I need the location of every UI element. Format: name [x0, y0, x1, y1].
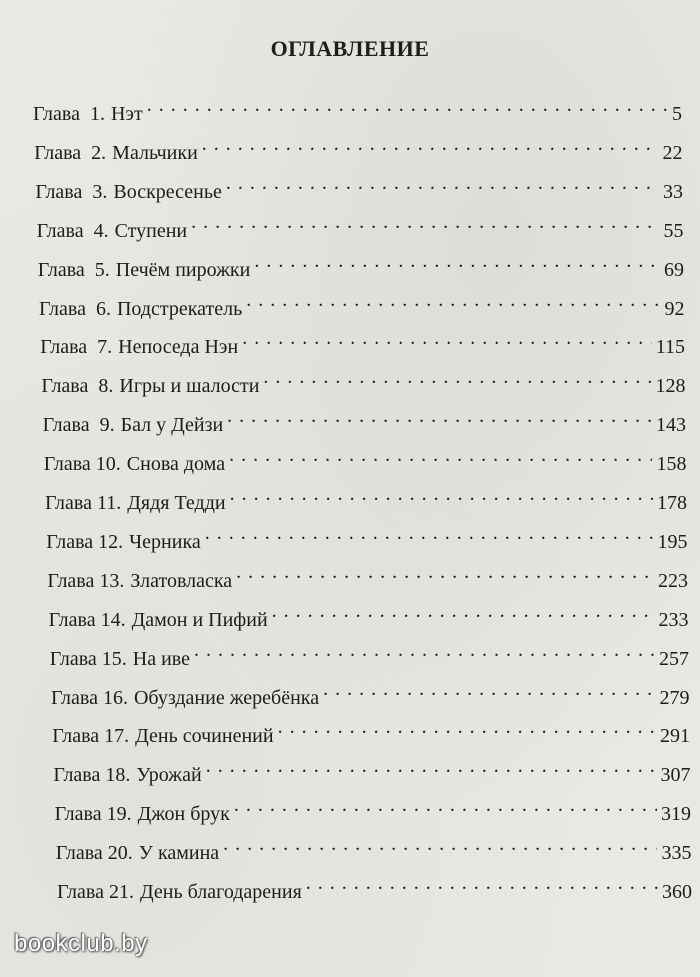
- toc-entry: [52, 712, 690, 748]
- toc-leader-dots: [242, 323, 652, 353]
- toc-chapter-title: Воскресенье: [113, 180, 222, 203]
- toc-leader-dots: [191, 207, 659, 237]
- toc-leader-dots: [223, 829, 657, 859]
- toc-leader-dots: [272, 596, 655, 626]
- toc-leader-dots: [278, 712, 656, 742]
- toc-entry: [54, 790, 691, 826]
- toc-chapter-number: Глава 21.: [57, 881, 134, 903]
- toc-chapter-title: У камина: [138, 842, 220, 865]
- toc-page-number: 143: [655, 414, 686, 437]
- toc-entry: [55, 829, 692, 865]
- toc-entry: [49, 635, 689, 670]
- toc-page-number: 69: [663, 258, 684, 281]
- toc-chapter-number: Глава 17.: [52, 725, 130, 748]
- toc-entry: [42, 401, 686, 437]
- toc-chapter-title: День сочинений: [135, 725, 274, 748]
- toc-chapter-number: Глава 15.: [49, 647, 127, 670]
- toc-entry: [53, 751, 691, 787]
- toc-page-number: 178: [657, 492, 687, 514]
- toc-chapter-number: Глава 14.: [48, 608, 126, 631]
- toc-chapter-title: Непоседа Нэн: [118, 336, 239, 359]
- toc-page-number: 223: [657, 569, 688, 592]
- toc-page-number: 115: [655, 336, 685, 359]
- toc-page-number: 307: [660, 764, 691, 787]
- toc-leader-dots: [227, 401, 652, 431]
- toc-chapter-title: Обуздание жеребёнка: [133, 686, 320, 709]
- toc-entry: [46, 518, 688, 553]
- toc-page-number: 319: [660, 803, 691, 826]
- toc-chapter-number: Глава 19.: [54, 803, 132, 826]
- toc-entry: [37, 246, 684, 281]
- toc-leader-dots: [230, 479, 653, 509]
- toc-chapter-title: Подстрекатель: [116, 297, 243, 320]
- toc-chapter-number: Глава 10.: [43, 453, 121, 476]
- toc-entry: [39, 285, 685, 320]
- toc-entry: [34, 129, 683, 164]
- toc-leader-dots: [236, 557, 654, 587]
- toc-chapter-number: Глава 6.: [39, 297, 111, 320]
- toc-page-number: 279: [659, 686, 690, 709]
- toc-leader-dots: [306, 868, 658, 898]
- toc-chapter-number: Глава 12.: [46, 530, 124, 553]
- toc-entry: [57, 868, 692, 903]
- toc-leader-dots: [263, 362, 651, 392]
- toc-page-number: 55: [663, 219, 684, 242]
- toc-entry: [43, 440, 687, 476]
- toc-chapter-number: Глава 1.: [33, 103, 105, 125]
- toc-leader-dots: [202, 129, 659, 159]
- toc-page-number: 360: [662, 881, 692, 903]
- toc-entry: [35, 168, 683, 203]
- toc-chapter-title: Нэт: [110, 103, 143, 125]
- toc-chapter-number: Глава 4.: [36, 219, 109, 242]
- toc-chapter-title: Мальчики: [112, 141, 198, 164]
- toc-leader-dots: [254, 246, 660, 276]
- toc-chapter-number: Глава 11.: [45, 492, 122, 514]
- toc-page-number: 128: [655, 375, 686, 398]
- toc-chapter-title: Снова дома: [126, 453, 226, 476]
- toc-chapter-number: Глава 8.: [41, 375, 114, 398]
- toc-page-number: 233: [658, 608, 689, 631]
- toc-chapter-number: Глава 2.: [34, 141, 107, 164]
- toc-entry: [48, 596, 689, 631]
- toc-leader-dots: [229, 440, 652, 470]
- toc-chapter-title: Игры и шалости: [119, 375, 260, 398]
- toc-chapter-title: Джон брук: [137, 803, 230, 826]
- toc-page-number: 22: [662, 141, 683, 164]
- page-title: ОГЛАВЛЕНИЕ: [270, 36, 430, 61]
- toc-page-number: 33: [662, 180, 683, 203]
- toc-chapter-title: На иве: [132, 647, 191, 670]
- toc-entry: [47, 557, 688, 592]
- toc-leader-dots: [234, 790, 657, 820]
- toc-leader-dots: [147, 90, 668, 120]
- toc-leader-dots: [194, 635, 655, 665]
- toc-chapter-title: Печём пирожки: [115, 258, 251, 281]
- toc-leader-dots: [206, 751, 657, 781]
- toc-chapter-title: Бал у Дейзи: [120, 414, 224, 437]
- toc-chapter-title: Златовласка: [130, 569, 233, 592]
- toc-chapter-title: Дамон и Пифий: [131, 608, 268, 631]
- toc-entry: [33, 90, 682, 125]
- toc-page-number: 335: [661, 842, 692, 865]
- toc-entry: [41, 362, 686, 398]
- toc-page-number: 158: [656, 453, 687, 476]
- toc-page-number: 5: [672, 103, 682, 125]
- toc-chapter-number: Глава 7.: [40, 336, 113, 359]
- toc-leader-dots: [246, 285, 660, 315]
- toc-page-number: 92: [664, 297, 685, 320]
- toc-chapter-title: Урожай: [136, 764, 202, 787]
- toc-page-number: 257: [658, 647, 689, 670]
- toc-chapter-number: Глава 18.: [53, 764, 131, 787]
- toc-page-number: 291: [659, 725, 690, 748]
- toc-leader-dots: [323, 674, 655, 704]
- toc-leader-dots: [226, 168, 659, 198]
- toc-page-number: 195: [657, 530, 688, 553]
- toc-chapter-title: Дядя Тедди: [127, 492, 226, 514]
- toc-entry: [40, 323, 685, 359]
- toc-entry: [51, 674, 690, 709]
- toc-leader-dots: [205, 518, 654, 548]
- toc-chapter-title: День благодарения: [139, 881, 302, 903]
- site-watermark: bookclub.by: [14, 930, 148, 957]
- toc-chapter-number: Глава 16.: [51, 686, 128, 709]
- toc-entry: [36, 207, 684, 242]
- toc-chapter-number: Глава 9.: [42, 414, 115, 437]
- toc-chapter-number: Глава 3.: [35, 180, 108, 203]
- toc-chapter-title: Ступени: [114, 219, 188, 242]
- toc-entry: [45, 479, 687, 514]
- toc-chapter-number: Глава 13.: [47, 569, 125, 592]
- toc-chapter-number: Глава 20.: [55, 842, 133, 865]
- toc-chapter-title: Черника: [129, 530, 201, 553]
- toc-chapter-number: Глава 5.: [37, 258, 110, 281]
